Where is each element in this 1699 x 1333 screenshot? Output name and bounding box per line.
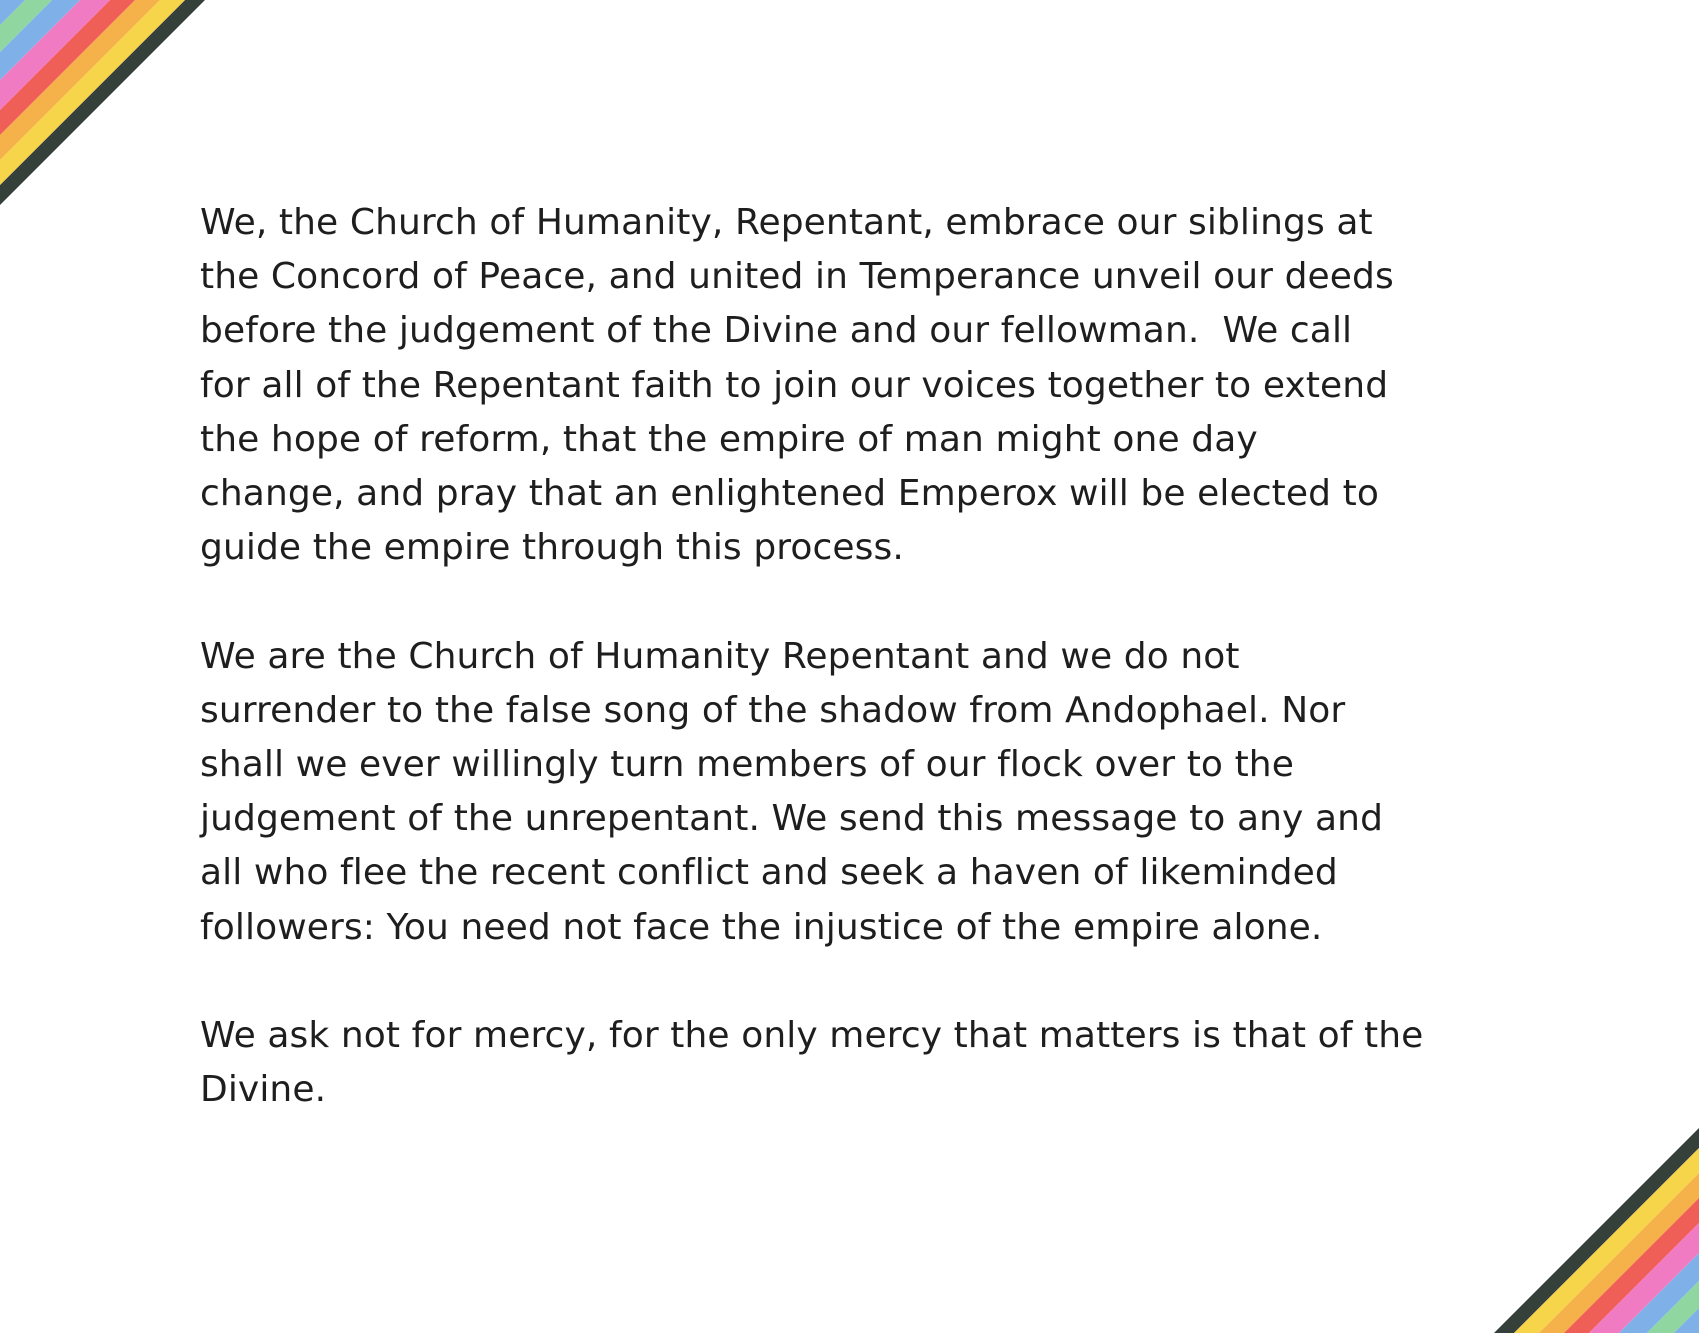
text-line: before the judgement of the Divine and our fellowman. We call: [200, 310, 1353, 352]
text-line: followers: You need not face the injustice of the empire alone.: [200, 906, 1323, 948]
paragraph-2: [200, 630, 1530, 955]
text-line: judgement of the unrepentant. We send this message to any and: [200, 798, 1384, 840]
text-line: surrender to the false song of the shadow from Andophael. Nor: [200, 689, 1346, 731]
text-line: the hope of reform, that the empire of man might one day: [200, 418, 1258, 460]
paragraph-3: [200, 1009, 1530, 1117]
text-line: all who flee the recent conflict and seek a haven of likeminded: [200, 852, 1338, 894]
paragraph-1: [200, 196, 1530, 575]
letter-body: [200, 196, 1530, 1172]
text-line: Divine.: [200, 1069, 327, 1111]
text-line: shall we ever willingly turn members of our flock over to the: [200, 744, 1294, 786]
text-line: We, the Church of Humanity, Repentant, embrace our siblings at: [200, 202, 1373, 243]
text-line: guide the empire through this process.: [200, 527, 904, 569]
text-line: We are the Church of Humanity Repentant and we do not: [200, 635, 1240, 677]
rainbow-stripes-top-left: [0, 0, 220, 220]
text-line: for all of the Repentant faith to join our voices together to extend: [200, 364, 1389, 406]
text-line: We ask not for mercy, for the only mercy that matters is that of the: [200, 1015, 1424, 1057]
text-line: change, and pray that an enlightened Emperox will be elected to: [200, 473, 1379, 515]
text-line: the Concord of Peace, and united in Temperance unveil our deeds: [200, 256, 1394, 298]
